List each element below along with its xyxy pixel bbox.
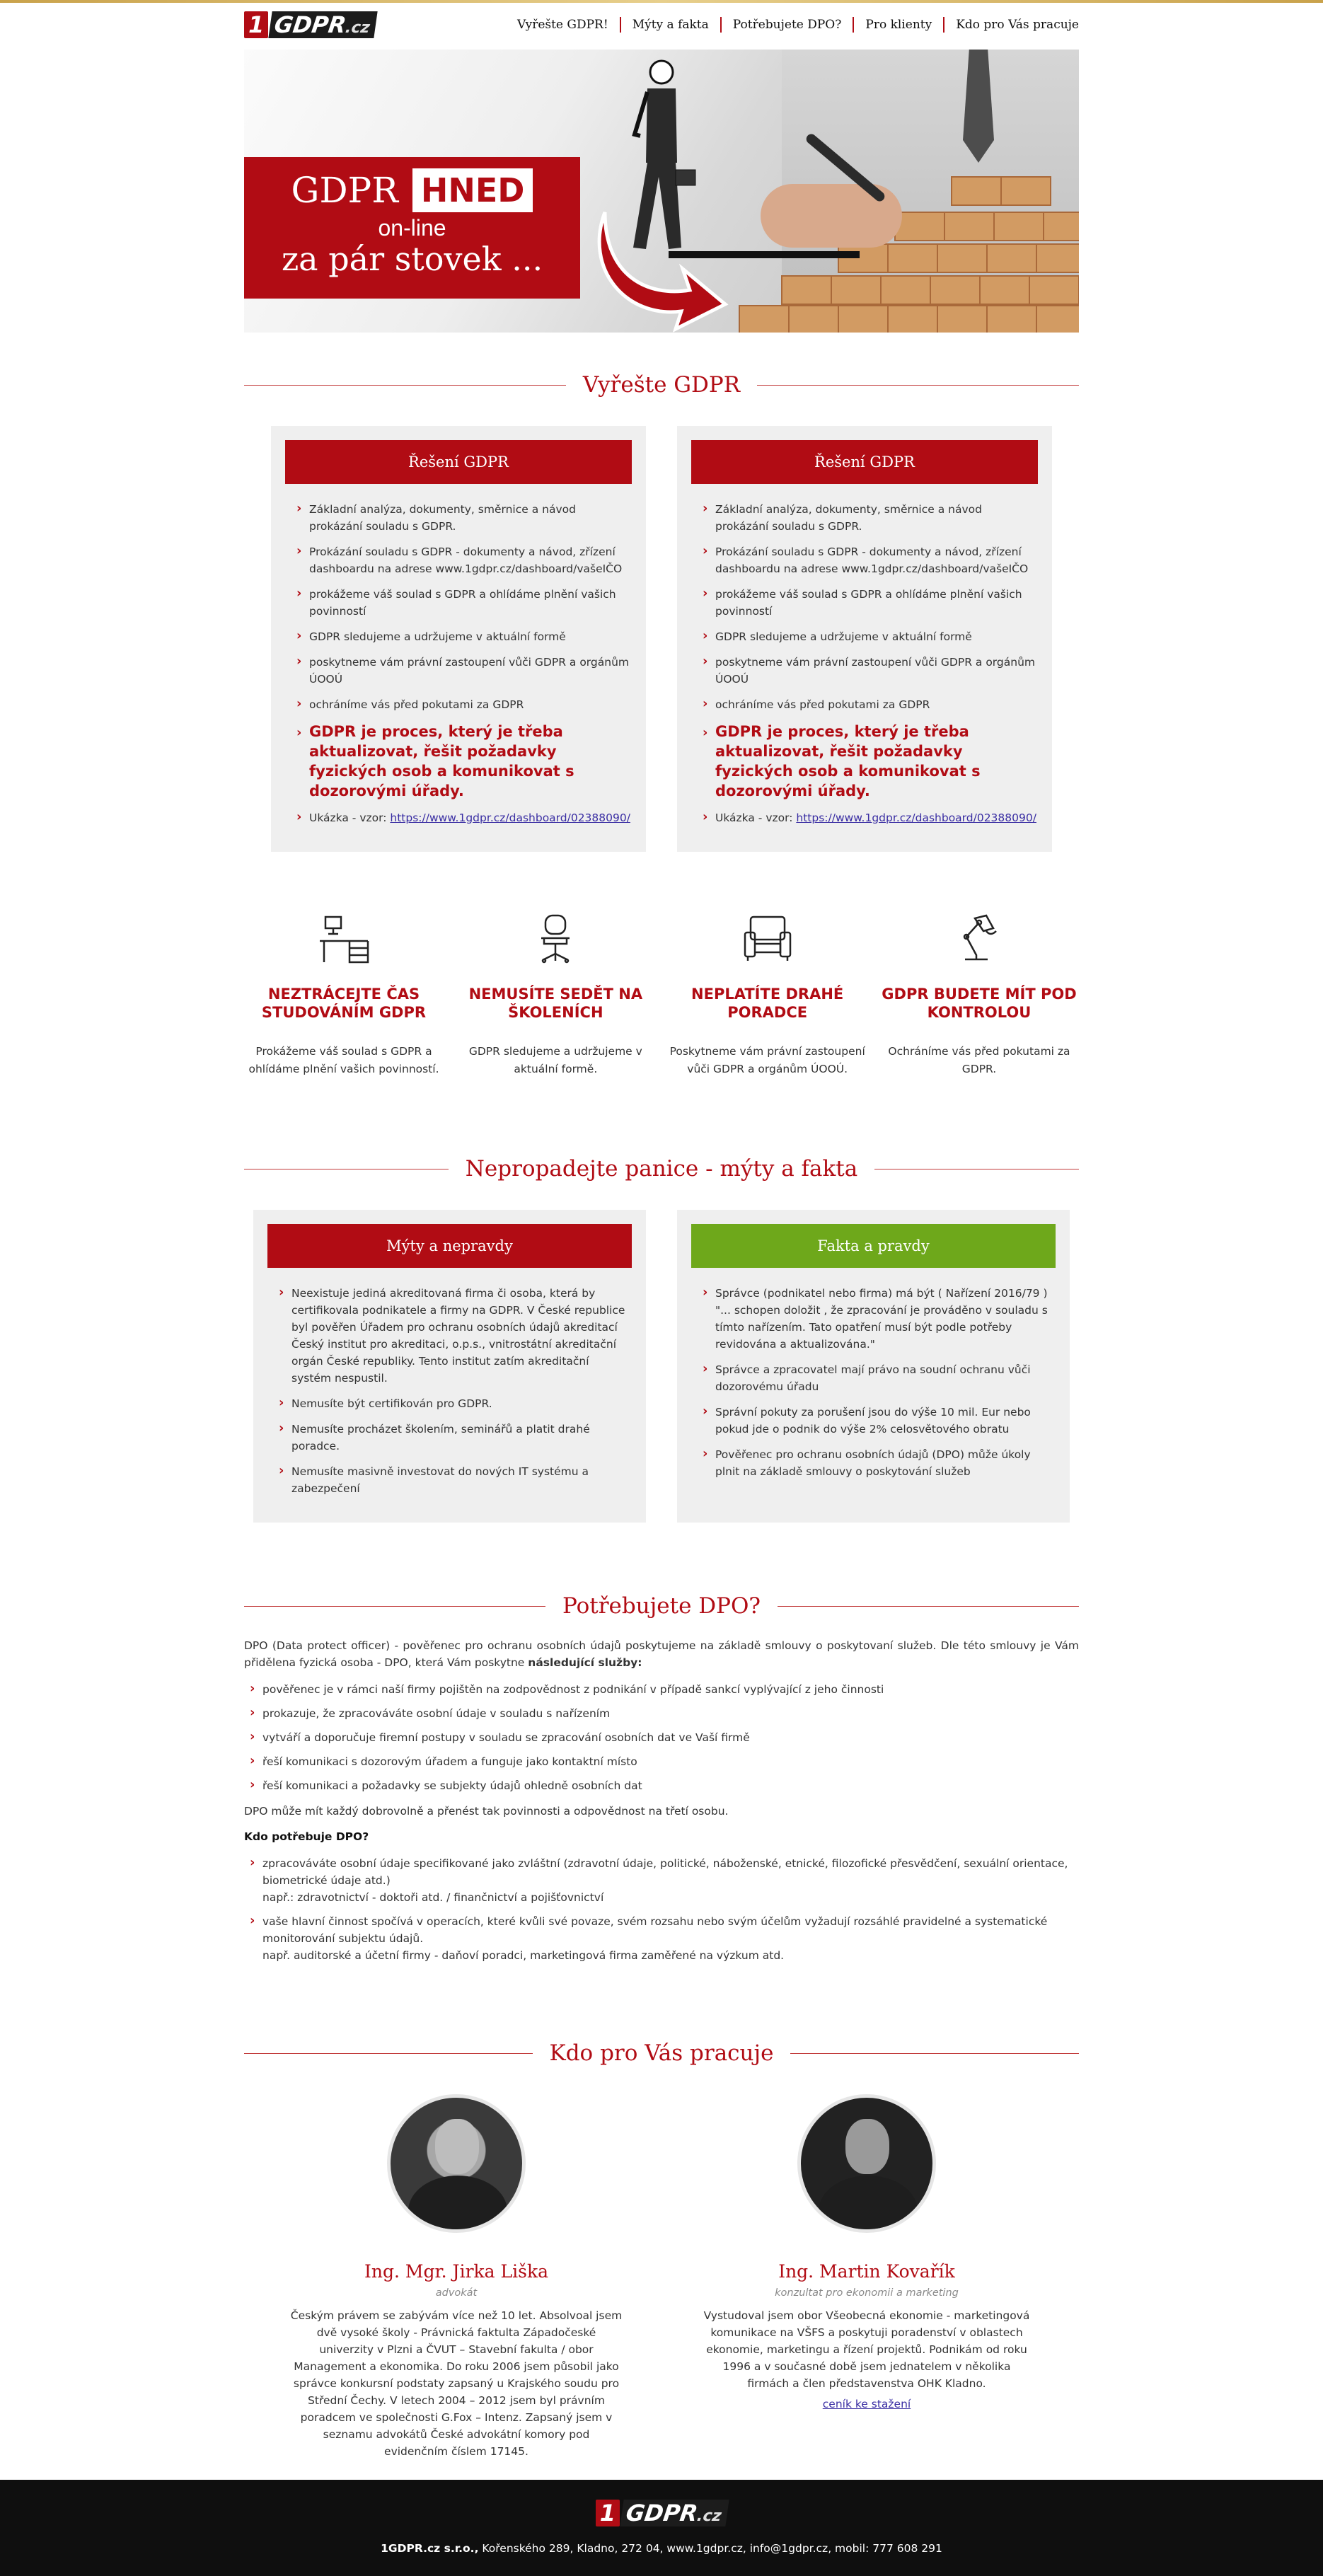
benefit-title: NEZTRÁCEJTE ČAS STUDOVÁNÍM GDPR xyxy=(261,986,427,1021)
list-item: › Prokázání souladu s GDPR - dokumenty a návod, zřízení dashboardu na adrese www.1gdpr.cz/dashboard/vašeIČO xyxy=(703,543,1038,577)
member-bio: Vystudoval jsem obor Všeobecná ekonomie - marketingová komunikace na VŠFS a poskytuji poradenství v oblastech ekonomie, marketingu a řízení projektů. Podnikám od roku 1996 a v současné době jsem jednatelem v několika firmách a člen představenstva OHK Kladno. xyxy=(703,2309,1030,2390)
dpo-intro-text: DPO (Data protect officer) - pověřenec pro ochranu osobních údajů poskytujeme na základě smlouvy o poskytovaní služeb. Dle této smlouvy je Vám přidělena fyzická osoba - DPO, která Vám poskytne xyxy=(244,1639,1079,1669)
benefit-title: GDPR BUDETE MÍT POD KONTROLOU xyxy=(882,986,1077,1021)
list-item: › GDPR sledujeme a udržujeme v aktuální formě xyxy=(703,628,1038,645)
list-item: › vytváří a doporučuje firemní postupy v souladu se zpracování osobních dat ve Vaší firmě xyxy=(250,1729,1079,1746)
team-member xyxy=(290,2094,623,2460)
site-footer xyxy=(0,2480,1323,2576)
list-item: › Nemusíte masivně investovat do nových IT systému a zabezpečení xyxy=(279,1463,632,1497)
benefits-row xyxy=(244,913,1079,1078)
solution-list xyxy=(703,501,1038,826)
hero-banner xyxy=(244,50,1079,333)
section-heading: Nepropadejte panice - mýty a fakta xyxy=(465,1156,858,1182)
logo-wordmark xyxy=(620,2500,729,2526)
benefit-text: GDPR sledujeme a udržujeme v aktuální formě. xyxy=(468,1045,642,1075)
dpo-transfer-note: DPO může mít každý dobrovolně a přenést tak povinnosti a odpovědnost na třetí osobu. xyxy=(244,1805,729,1818)
dpo-who-list xyxy=(250,1855,1079,1964)
member-role: konzultat pro ekonomii a marketing xyxy=(775,2287,959,2299)
team-members xyxy=(244,2094,1079,2460)
list-item: › ochráníme vás před pokutami za GDPR xyxy=(703,696,1038,713)
benefit-text: Prokážeme váš soulad s GDPR a ohlídáme plnění vašich povinností. xyxy=(248,1045,439,1075)
member-role: advokát xyxy=(435,2287,478,2299)
hero-line3: za pár stovek ... xyxy=(281,240,543,278)
benefit-item xyxy=(668,913,867,1078)
benefit-text: Poskytneme vám právní zastoupení vůči GDPR a orgánům ÚOOÚ. xyxy=(669,1045,865,1075)
myths-list xyxy=(279,1285,632,1497)
avatar-head xyxy=(845,2119,889,2174)
list-item: › GDPR sledujeme a udržujeme v aktuální formě xyxy=(296,628,632,645)
dpo-intro-bold: následující služby: xyxy=(528,1656,642,1669)
who-example: např. auditorské a účetní firmy - daňoví poradci, marketingová firma zaměřené na výzkum atd. xyxy=(262,1949,785,1962)
footer-contact: Kořenského 289, Kladno, 272 04, www.1gdpr.cz, info@1gdpr.cz, mobil: 777 608 291 xyxy=(478,2542,942,2555)
list-item xyxy=(250,1855,1079,1906)
logo-name: GDPR xyxy=(624,2500,700,2526)
benefit-item xyxy=(879,913,1079,1078)
section-title-solve xyxy=(244,372,1079,398)
footer-address xyxy=(0,2542,1323,2555)
card-heading: Fakta a pravdy xyxy=(691,1224,1056,1268)
title-line xyxy=(244,1606,545,1607)
example-item xyxy=(703,809,1038,826)
list-item: › řeší komunikaci s dozorovým úřadem a funguje jako kontaktní místo xyxy=(250,1753,1079,1770)
example-dashboard-link[interactable]: https://www.1gdpr.cz/dashboard/02388090/ xyxy=(796,812,1036,824)
dpo-section xyxy=(244,1637,1079,1964)
title-line xyxy=(790,2053,1079,2054)
site-logo[interactable] xyxy=(244,11,376,38)
avatar xyxy=(797,2094,936,2233)
who-example: např.: zdravotnictví - doktoři atd. / finančnictví a pojišťovnictví xyxy=(262,1891,604,1904)
dpo-services-list xyxy=(250,1681,1079,1794)
office-chair-icon xyxy=(527,913,584,964)
logo-number: 1 xyxy=(596,2500,620,2526)
highlight-item: › GDPR je proces, který je třeba aktualizovat, řešit požadavky fyzických osob a komunikovat s dozorovými úřady. xyxy=(703,722,1038,801)
highlight-item: › GDPR je proces, který je třeba aktualizovat, řešit požadavky fyzických osob a komunikovat s dozorovými úřady. xyxy=(296,722,632,801)
member-name: Ing. Martin Kovařík xyxy=(778,2261,955,2282)
section-title-team xyxy=(244,2040,1079,2066)
member-bio: Českým právem se zabývám více než 10 let. Absolvoal jsem dvě vysoké školy - Právnická faktulta Západočeské univerzity v Plzni a ČVUT – Stavební fakulta / obor Management a ekonomika. Do roku 2006 jsem působil jako správce konkursní podstaty zapsaný u Krajského soudu pro Střední Čechy. V letech 2004 – 2012 jsem byl právním poradcem ve společnosti G.Fox – Intenz. Zapsaný jsem v seznamu advokátů České advokátní komory pod evidenčním číslem 17145. xyxy=(290,2309,623,2458)
avatar xyxy=(387,2094,526,2233)
myths-facts-cards xyxy=(244,1210,1079,1523)
list-item: › ochráníme vás před pokutami za GDPR xyxy=(296,696,632,713)
solution-list xyxy=(296,501,632,826)
facts-card xyxy=(677,1210,1070,1523)
logo-wordmark xyxy=(269,11,378,38)
list-item: › Nemusíte být certifikován pro GDPR. xyxy=(279,1395,632,1412)
main-nav xyxy=(506,17,1079,33)
member-name: Ing. Mgr. Jirka Liška xyxy=(364,2261,549,2282)
list-item: › prokazuje, že zpracováváte osobní údaje v souladu s nařízením xyxy=(250,1705,1079,1722)
list-item: › poskytneme vám právní zastoupení vůči GDPR a orgánům ÚOOÚ xyxy=(703,654,1038,688)
nav-item-vyreste-gdpr[interactable]: Vyřešte GDPR! xyxy=(517,18,608,32)
hero-red-arrow-icon xyxy=(591,198,732,333)
avatar-head xyxy=(435,2119,479,2174)
list-item: › Nemusíte procházet školením, seminářů a platit drahé poradce. xyxy=(279,1421,632,1455)
list-item: › Správce a zpracovatel mají právo na soudní ochranu vůči dozorovému úřadu xyxy=(703,1361,1056,1395)
title-line xyxy=(757,385,1079,386)
example-label: Ukázka - vzor: xyxy=(309,812,387,824)
hero-headline xyxy=(244,168,580,212)
list-item xyxy=(250,1913,1079,1964)
list-item: › Základní analýza, dokumenty, směrnice a návod prokázání souladu s GDPR. xyxy=(296,501,632,535)
logo-number: 1 xyxy=(244,11,268,38)
list-item: › Správní pokuty za porušení jsou do výše 10 mil. Eur nebo pokud jde o podnik do výše 2% celosvětového obratu xyxy=(703,1404,1056,1438)
section-heading: Potřebujete DPO? xyxy=(562,1593,761,1619)
logo-tld: .cz xyxy=(344,19,371,37)
benefit-item xyxy=(456,913,655,1078)
benefit-item xyxy=(244,913,444,1078)
site-header xyxy=(244,3,1079,47)
section-heading: Vyřešte GDPR xyxy=(582,372,741,398)
card-heading: Řešení GDPR xyxy=(285,440,632,484)
solution-card xyxy=(271,426,646,852)
list-item: › řeší komunikaci a požadavky se subjekty údajů ohledně osobních dat xyxy=(250,1777,1079,1794)
list-item: › Prokázání souladu s GDPR - dokumenty a návod, zřízení dashboardu na adrese www.1gdpr.cz/dashboard/vašeIČO xyxy=(296,543,632,577)
hero-line2: on-line xyxy=(378,215,446,241)
example-label: Ukázka - vzor: xyxy=(715,812,793,824)
dpo-intro xyxy=(244,1637,1079,1671)
benefit-title: NEPLATÍTE DRAHÉ PORADCE xyxy=(691,986,844,1021)
desk-icon xyxy=(316,913,372,964)
nav-item-kdo-pro-vas-pracuje[interactable]: Kdo pro Vás pracuje xyxy=(956,18,1079,32)
who-text: zpracováváte osobní údaje specifikované jako zvláštní (zdravotní údaje, politické, náboženské, etnické, filozofické přesvědčení, sexuální orientace, biometrické údaje atd.) xyxy=(262,1857,1068,1887)
pricelist-download-link[interactable]: ceník ke stažení xyxy=(822,2398,911,2410)
list-item: › Správce (podnikatel nebo firma) má být ( Nařízení 2016/79 ) "... schopen doložit , že zpracování je prováděno v souladu s tímto nařízením. Tato opatření musí být podle potřeby revidována a aktualizována." xyxy=(703,1285,1056,1353)
nav-item-potrebujete-dpo[interactable]: Potřebujete DPO? xyxy=(732,18,842,32)
example-dashboard-link[interactable]: https://www.1gdpr.cz/dashboard/02388090/ xyxy=(390,812,630,824)
dpo-who-title: Kdo potřebuje DPO? xyxy=(244,1830,369,1843)
list-item: › pověřenec je v rámci naší firmy pojištěn na zodpovědnost z podnikání v případě sankcí vyplývající z jeho činnosti xyxy=(250,1681,1079,1698)
title-line xyxy=(244,385,566,386)
desk-lamp-icon xyxy=(951,913,1007,964)
armchair-icon xyxy=(739,913,796,964)
title-line xyxy=(244,2053,533,2054)
logo-name: GDPR xyxy=(272,11,348,38)
facts-list xyxy=(703,1285,1056,1480)
list-item: › prokážeme váš soulad s GDPR a ohlídáme plnění vašich povinností xyxy=(703,586,1038,620)
list-item: › prokážeme váš soulad s GDPR a ohlídáme plnění vašich povinností xyxy=(296,586,632,620)
title-line xyxy=(778,1606,1079,1607)
nav-item-myty-a-fakta[interactable]: Mýty a fakta xyxy=(632,18,709,32)
benefit-text: Ochráníme vás před pokutami za GDPR. xyxy=(888,1045,1070,1075)
nav-item-pro-klienty[interactable]: Pro klienty xyxy=(865,18,932,32)
list-item: › poskytneme vám právní zastoupení vůči GDPR a orgánům ÚOOÚ xyxy=(296,654,632,688)
section-title-dpo xyxy=(244,1593,1079,1619)
logo-tld: .cz xyxy=(695,2507,723,2525)
avatar-body xyxy=(408,2176,507,2233)
list-item: › Neexistuje jediná akreditovaná firma či osoba, která by certifikovala podnikatele a firmy na GDPR. V České republice byl pověřen Úřadem pro ochranu osobních údajů akreditací Český institut pro akreditaci, o.p.s., vnitrostátní akreditační orgán České republiky. Tento institut zatím akreditační systém nespustil. xyxy=(279,1285,632,1387)
hero-offer-box xyxy=(244,157,580,299)
card-heading: Řešení GDPR xyxy=(691,440,1038,484)
avatar-body xyxy=(819,2176,918,2233)
section-heading: Kdo pro Vás pracuje xyxy=(549,2040,774,2066)
team-member xyxy=(700,2094,1033,2460)
benefit-title: NEMUSÍTE SEDĚT NA ŠKOLENÍCH xyxy=(468,986,643,1021)
hero-line1: GDPR xyxy=(291,170,398,211)
section-title-myths xyxy=(244,1156,1079,1182)
hero-badge: HNED xyxy=(412,168,533,212)
solution-cards xyxy=(244,426,1079,852)
myths-card xyxy=(253,1210,646,1523)
footer-company: 1GDPR.cz s.r.o., xyxy=(381,2542,479,2555)
list-item: › Základní analýza, dokumenty, směrnice a návod prokázání souladu s GDPR. xyxy=(703,501,1038,535)
card-heading: Mýty a nepravdy xyxy=(267,1224,632,1268)
example-item xyxy=(296,809,632,826)
list-item: › Pověřenec pro ochranu osobních údajů (DPO) může úkoly plnit na základě smlouvy o poskytování služeb xyxy=(703,1446,1056,1480)
who-text: vaše hlavní činnost spočívá v operacích, které kvůli své povaze, svém rozsahu nebo svým účelům vyžadují rozsáhlé pravidelné a systematické monitorování subjektu údajů. xyxy=(262,1915,1048,1945)
footer-logo[interactable] xyxy=(0,2500,1323,2526)
solution-card xyxy=(677,426,1052,852)
